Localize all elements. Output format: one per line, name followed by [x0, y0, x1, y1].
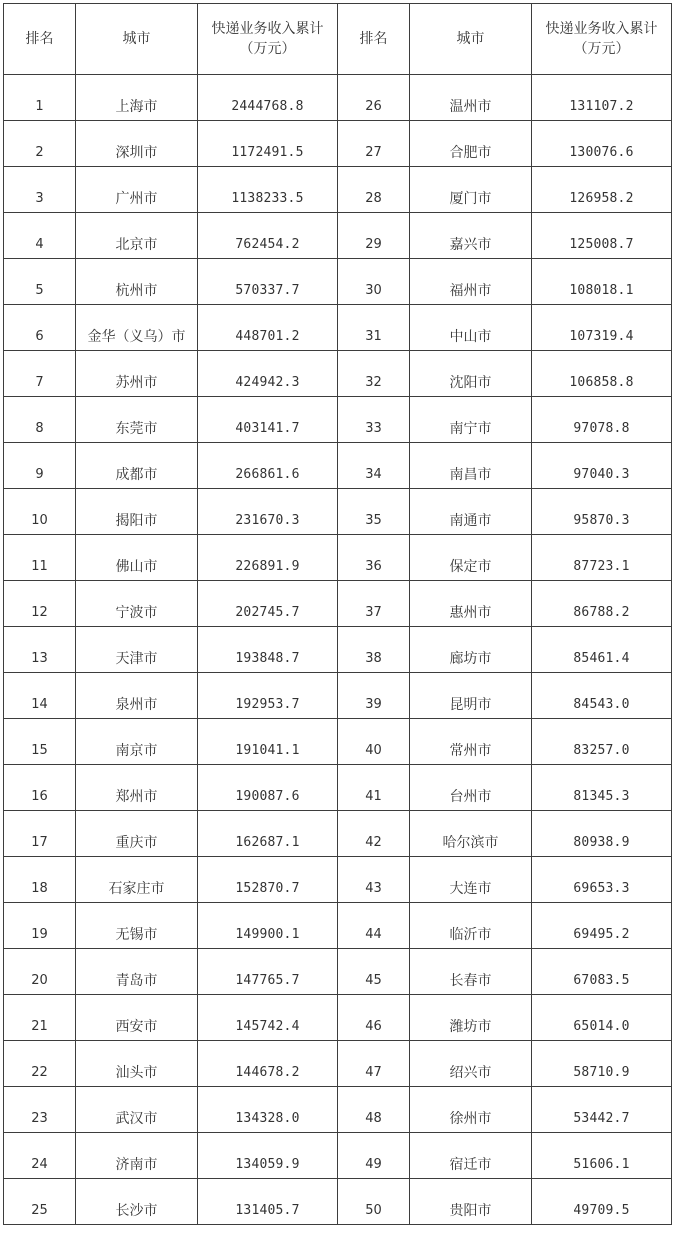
city-cell: 郑州市 — [76, 765, 198, 811]
rank-cell: 21 — [4, 995, 76, 1041]
revenue-cell: 231670.3 — [198, 489, 338, 535]
revenue-cell: 86788.2 — [532, 581, 672, 627]
rank-cell: 42 — [338, 811, 410, 857]
rank-cell: 8 — [4, 397, 76, 443]
revenue-cell: 149900.1 — [198, 903, 338, 949]
revenue-cell: 53442.7 — [532, 1087, 672, 1133]
table-row — [4, 673, 672, 719]
city-cell: 泉州市 — [76, 673, 198, 719]
city-cell: 上海市 — [76, 75, 198, 121]
revenue-cell: 762454.2 — [198, 213, 338, 259]
city-cell: 温州市 — [410, 75, 532, 121]
revenue-cell: 570337.7 — [198, 259, 338, 305]
rank-cell: 40 — [338, 719, 410, 765]
rank-cell: 34 — [338, 443, 410, 489]
city-cell: 揭阳市 — [76, 489, 198, 535]
revenue-cell: 134059.9 — [198, 1133, 338, 1179]
rank-cell: 37 — [338, 581, 410, 627]
city-cell: 昆明市 — [410, 673, 532, 719]
rank-cell: 39 — [338, 673, 410, 719]
city-cell: 徐州市 — [410, 1087, 532, 1133]
revenue-cell: 403141.7 — [198, 397, 338, 443]
city-cell: 合肥市 — [410, 121, 532, 167]
table-row — [4, 857, 672, 903]
rank-cell: 15 — [4, 719, 76, 765]
revenue-cell: 144678.2 — [198, 1041, 338, 1087]
revenue-cell: 67083.5 — [532, 949, 672, 995]
rank-cell: 43 — [338, 857, 410, 903]
rank-cell: 10 — [4, 489, 76, 535]
city-cell: 绍兴市 — [410, 1041, 532, 1087]
header-city-left: 城市 — [76, 4, 198, 75]
revenue-cell: 191041.1 — [198, 719, 338, 765]
header-revenue-unit: （万元） — [573, 41, 630, 57]
city-cell: 大连市 — [410, 857, 532, 903]
table-row — [4, 75, 672, 121]
table-row — [4, 1179, 672, 1225]
revenue-cell: 448701.2 — [198, 305, 338, 351]
city-cell: 廊坊市 — [410, 627, 532, 673]
revenue-cell: 162687.1 — [198, 811, 338, 857]
revenue-cell: 106858.8 — [532, 351, 672, 397]
table-row — [4, 305, 672, 351]
rank-cell: 44 — [338, 903, 410, 949]
revenue-cell: 85461.4 — [532, 627, 672, 673]
revenue-cell: 125008.7 — [532, 213, 672, 259]
rank-cell: 4 — [4, 213, 76, 259]
rank-cell: 47 — [338, 1041, 410, 1087]
rank-cell: 3 — [4, 167, 76, 213]
revenue-cell: 87723.1 — [532, 535, 672, 581]
city-cell: 东莞市 — [76, 397, 198, 443]
table-row — [4, 903, 672, 949]
rank-cell: 2 — [4, 121, 76, 167]
table-row — [4, 121, 672, 167]
revenue-cell: 69495.2 — [532, 903, 672, 949]
revenue-cell: 95870.3 — [532, 489, 672, 535]
rank-cell: 5 — [4, 259, 76, 305]
city-cell: 南宁市 — [410, 397, 532, 443]
city-cell: 南通市 — [410, 489, 532, 535]
table-body — [4, 75, 672, 1225]
rank-cell: 38 — [338, 627, 410, 673]
revenue-cell: 83257.0 — [532, 719, 672, 765]
city-cell: 潍坊市 — [410, 995, 532, 1041]
rank-cell: 1 — [4, 75, 76, 121]
rank-cell: 31 — [338, 305, 410, 351]
city-cell: 武汉市 — [76, 1087, 198, 1133]
city-cell: 无锡市 — [76, 903, 198, 949]
revenue-cell: 51606.1 — [532, 1133, 672, 1179]
table-row — [4, 949, 672, 995]
header-revenue-title: 快递业务收入累计 — [211, 21, 324, 37]
table-row — [4, 1087, 672, 1133]
city-cell: 宿迁市 — [410, 1133, 532, 1179]
table-row — [4, 1133, 672, 1179]
rank-cell: 14 — [4, 673, 76, 719]
revenue-cell: 226891.9 — [198, 535, 338, 581]
header-revenue-unit: （万元） — [239, 41, 296, 57]
table-row — [4, 1041, 672, 1087]
city-cell: 北京市 — [76, 213, 198, 259]
table-row — [4, 443, 672, 489]
city-cell: 长沙市 — [76, 1179, 198, 1225]
city-cell: 成都市 — [76, 443, 198, 489]
city-cell: 佛山市 — [76, 535, 198, 581]
table-row — [4, 259, 672, 305]
rank-cell: 50 — [338, 1179, 410, 1225]
rank-cell: 23 — [4, 1087, 76, 1133]
table-row — [4, 995, 672, 1041]
header-revenue-right — [532, 4, 672, 75]
city-cell: 天津市 — [76, 627, 198, 673]
rank-cell: 25 — [4, 1179, 76, 1225]
revenue-cell: 1172491.5 — [198, 121, 338, 167]
city-cell: 重庆市 — [76, 811, 198, 857]
city-cell: 厦门市 — [410, 167, 532, 213]
revenue-cell: 152870.7 — [198, 857, 338, 903]
revenue-cell: 97040.3 — [532, 443, 672, 489]
table-row — [4, 765, 672, 811]
revenue-cell: 202745.7 — [198, 581, 338, 627]
city-express-revenue-table — [3, 3, 672, 1225]
revenue-cell: 190087.6 — [198, 765, 338, 811]
rank-cell: 6 — [4, 305, 76, 351]
table-row — [4, 535, 672, 581]
city-cell: 保定市 — [410, 535, 532, 581]
header-city-right: 城市 — [410, 4, 532, 75]
rank-cell: 30 — [338, 259, 410, 305]
revenue-cell: 49709.5 — [532, 1179, 672, 1225]
rank-cell: 27 — [338, 121, 410, 167]
city-cell: 嘉兴市 — [410, 213, 532, 259]
revenue-cell: 134328.0 — [198, 1087, 338, 1133]
city-cell: 中山市 — [410, 305, 532, 351]
header-revenue-title: 快递业务收入累计 — [545, 21, 658, 37]
city-cell: 宁波市 — [76, 581, 198, 627]
rank-cell: 28 — [338, 167, 410, 213]
city-cell: 沈阳市 — [410, 351, 532, 397]
table-row — [4, 719, 672, 765]
city-cell: 长春市 — [410, 949, 532, 995]
city-cell: 苏州市 — [76, 351, 198, 397]
revenue-cell: 131107.2 — [532, 75, 672, 121]
table-row — [4, 351, 672, 397]
revenue-cell: 107319.4 — [532, 305, 672, 351]
revenue-cell: 1138233.5 — [198, 167, 338, 213]
city-cell: 汕头市 — [76, 1041, 198, 1087]
revenue-cell: 69653.3 — [532, 857, 672, 903]
city-cell: 金华（义乌）市 — [76, 305, 198, 351]
city-cell: 贵阳市 — [410, 1179, 532, 1225]
table-header — [4, 4, 672, 75]
city-cell: 济南市 — [76, 1133, 198, 1179]
revenue-cell: 58710.9 — [532, 1041, 672, 1087]
rank-cell: 19 — [4, 903, 76, 949]
city-cell: 青岛市 — [76, 949, 198, 995]
rank-cell: 36 — [338, 535, 410, 581]
revenue-cell: 108018.1 — [532, 259, 672, 305]
city-cell: 深圳市 — [76, 121, 198, 167]
rank-cell: 9 — [4, 443, 76, 489]
rank-cell: 29 — [338, 213, 410, 259]
revenue-cell: 65014.0 — [532, 995, 672, 1041]
city-cell: 广州市 — [76, 167, 198, 213]
revenue-cell: 266861.6 — [198, 443, 338, 489]
rank-cell: 35 — [338, 489, 410, 535]
rank-cell: 16 — [4, 765, 76, 811]
city-cell: 哈尔滨市 — [410, 811, 532, 857]
revenue-cell: 192953.7 — [198, 673, 338, 719]
rank-cell: 32 — [338, 351, 410, 397]
rank-cell: 20 — [4, 949, 76, 995]
rank-cell: 45 — [338, 949, 410, 995]
revenue-cell: 84543.0 — [532, 673, 672, 719]
rank-cell: 48 — [338, 1087, 410, 1133]
city-cell: 福州市 — [410, 259, 532, 305]
table-row — [4, 397, 672, 443]
rank-cell: 22 — [4, 1041, 76, 1087]
revenue-cell: 81345.3 — [532, 765, 672, 811]
rank-cell: 24 — [4, 1133, 76, 1179]
city-cell: 临沂市 — [410, 903, 532, 949]
revenue-cell: 97078.8 — [532, 397, 672, 443]
rank-cell: 12 — [4, 581, 76, 627]
table-row — [4, 213, 672, 259]
revenue-cell: 130076.6 — [532, 121, 672, 167]
header-row — [4, 4, 672, 75]
rank-cell: 13 — [4, 627, 76, 673]
rank-cell: 49 — [338, 1133, 410, 1179]
table-row — [4, 489, 672, 535]
revenue-cell: 126958.2 — [532, 167, 672, 213]
city-cell: 西安市 — [76, 995, 198, 1041]
rank-cell: 41 — [338, 765, 410, 811]
rank-cell: 26 — [338, 75, 410, 121]
table-row — [4, 167, 672, 213]
rank-cell: 46 — [338, 995, 410, 1041]
revenue-cell: 424942.3 — [198, 351, 338, 397]
header-revenue-left — [198, 4, 338, 75]
city-cell: 石家庄市 — [76, 857, 198, 903]
rank-cell: 33 — [338, 397, 410, 443]
rank-cell: 17 — [4, 811, 76, 857]
city-cell: 常州市 — [410, 719, 532, 765]
revenue-cell: 131405.7 — [198, 1179, 338, 1225]
table-row — [4, 811, 672, 857]
city-cell: 南京市 — [76, 719, 198, 765]
revenue-cell: 193848.7 — [198, 627, 338, 673]
city-cell: 惠州市 — [410, 581, 532, 627]
rank-cell: 7 — [4, 351, 76, 397]
revenue-cell: 145742.4 — [198, 995, 338, 1041]
revenue-cell: 2444768.8 — [198, 75, 338, 121]
rank-cell: 11 — [4, 535, 76, 581]
revenue-cell: 147765.7 — [198, 949, 338, 995]
table-row — [4, 581, 672, 627]
revenue-cell: 80938.9 — [532, 811, 672, 857]
city-cell: 杭州市 — [76, 259, 198, 305]
city-cell: 南昌市 — [410, 443, 532, 489]
rank-cell: 18 — [4, 857, 76, 903]
city-cell: 台州市 — [410, 765, 532, 811]
header-rank-right: 排名 — [338, 4, 410, 75]
header-rank-left: 排名 — [4, 4, 76, 75]
table-row — [4, 627, 672, 673]
